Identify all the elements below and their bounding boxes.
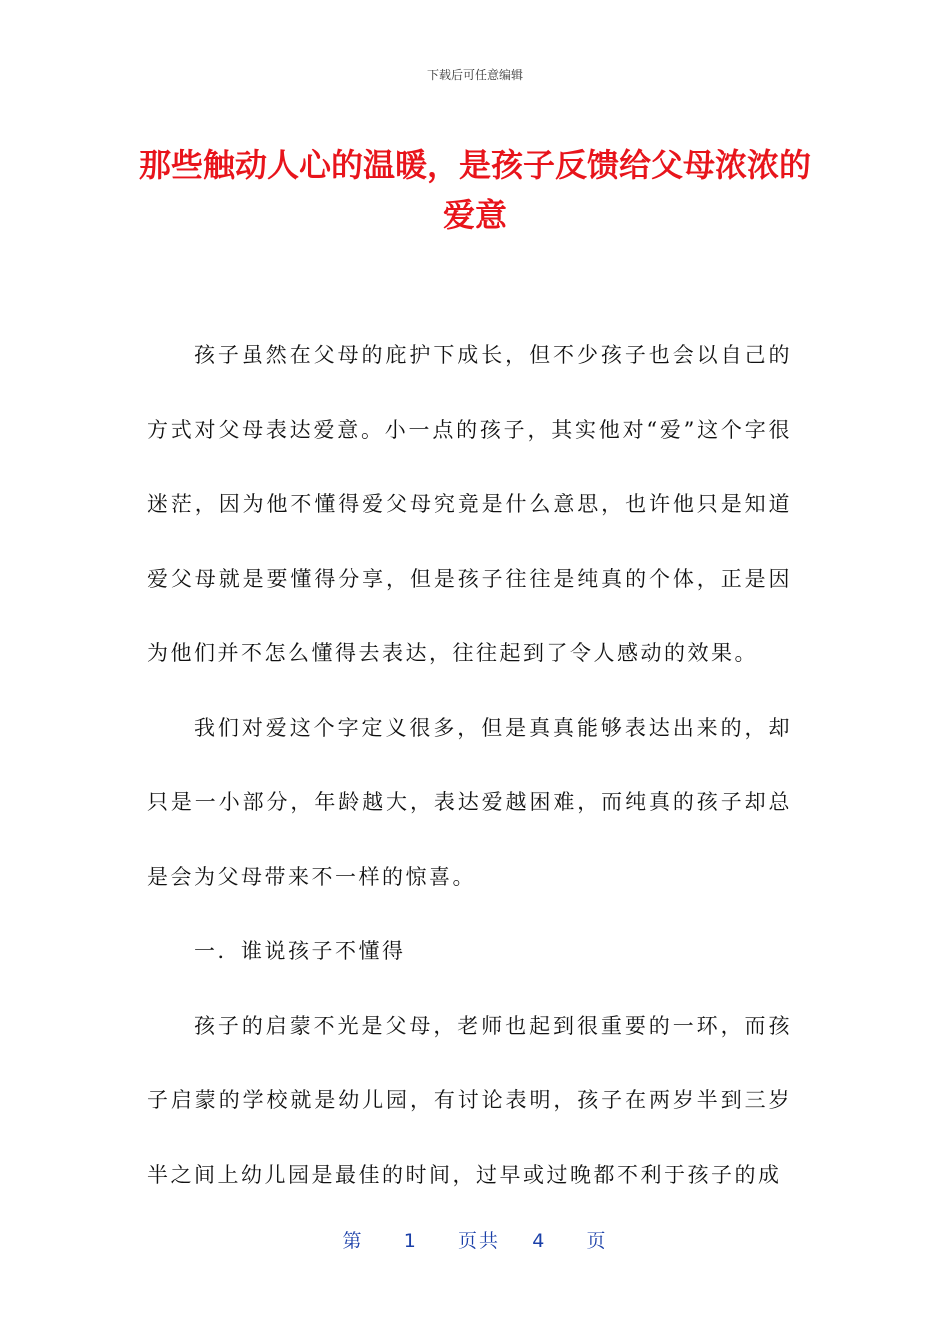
footer-page-label: 第 [342, 1230, 364, 1252]
footer-current-page: 1 [403, 1230, 418, 1252]
paragraph-3: 孩子的启蒙不光是父母，老师也起到很重要的一环，而孩子启蒙的学校就是幼儿园，有讨论表明，孩子在两岁半到三岁半之间上幼儿园是最佳的时间，过早或过晚都不利于孩子的成 [147, 1013, 792, 1187]
footer-middle-label: 页共 [458, 1230, 501, 1252]
document-title: 那些触动人心的温暖，是孩子反馈给父母浓浓的爱意 [138, 146, 811, 234]
header-note: 下载后可任意编辑 [426, 68, 523, 82]
page-footer [0, 1226, 950, 1253]
section-heading-1: 一．谁说孩子不懂得 [194, 939, 406, 963]
paragraph-1: 孩子虽然在父母的庇护下成长，但不少孩子也会以自己的方式对父母表达爱意。小一点的孩子，其实他对“爱”这个字很迷茫，因为他不懂得爱父母究竟是什么意思，也许他只是知道爱父母就是要懂得分享，但是孩子往往是纯真的个体，正是因为他们并不怎么懂得去表达，往往起到了令人感动的效果。 [147, 343, 792, 665]
footer-total-pages: 4 [532, 1230, 547, 1252]
paragraph-2: 我们对爱这个字定义很多，但是真真能够表达出来的，却只是一小部分，年龄越大，表达爱越困难，而纯真的孩子却总是会为父母带来不一样的惊喜。 [147, 715, 792, 889]
document-body [147, 318, 792, 1212]
footer-end-label: 页 [586, 1230, 608, 1252]
